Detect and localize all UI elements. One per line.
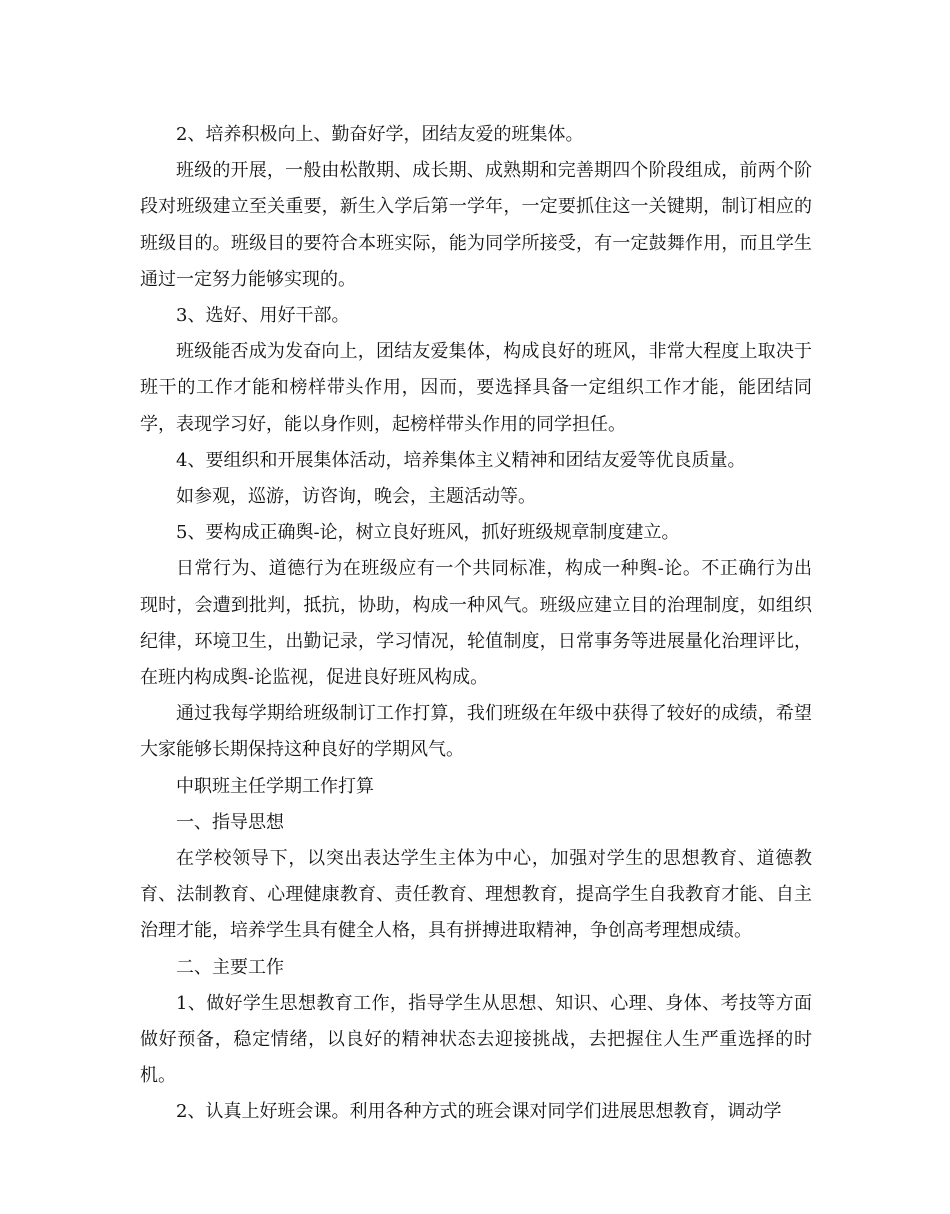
section-title: 中职班主任学期工作打算: [176, 775, 374, 797]
body-paragraph: 班级的开展，一般由松散期、成长期、成熟期和完善期四个阶段组成，前两个阶段对班级建立至关重要，新生入学后第一学年，一定要抓住这一关键期，制订相应的班级目的。班级目的要符合本班实际，能为同学所接受，有一定鼓舞作用，而且学生通过一定努力能够实现的。: [140, 160, 812, 290]
body-paragraph: 在学校领导下，以突出表达学生主体为中心，加强对学生的思想教育、道德教育、法制教育、心理健康教育、责任教育、理想教育，提高学生自我教育才能、自主治理才能，培养学生具有健全人格，具有拼搏进取精神，争创高考理想成绩。: [140, 848, 812, 942]
document-body: [140, 117, 812, 1131]
list-item-1: 1、做好学生思想教育工作，指导学生从思想、知识、心理、身体、考技等方面做好预备，稳定情绪，以良好的精神状态去迎接挑战，去把握住人生严重选择的时机。: [140, 992, 812, 1087]
section-heading: 二、主要工作: [176, 956, 284, 978]
list-item-2: 2、认真上好班会课。利用各种方式的班会课对同学们进展思想教育，调动学: [176, 1101, 782, 1123]
body-paragraph: 班级能否成为发奋向上，团结友爱集体，构成良好的班风，非常大程度上取决于班干的工作才能和榜样带头作用，因而，要选择具备一定组织工作才能，能团结同学，表现学习好，能以身作则，起榜样带头作用的同学担任。: [140, 341, 812, 435]
body-paragraph: 如参观，巡游，访咨询，晚会，主题活动等。: [176, 486, 536, 508]
list-item-2: 2、培养积极向上、勤奋好学，团结友爱的班集体。: [176, 124, 584, 145]
body-paragraph: 通过我每学期给班级制订工作打算，我们班级在年级中获得了较好的成绩，希望大家能够长期保持这种良好的学期风气。: [140, 703, 812, 761]
body-paragraph: 日常行为、道德行为在班级应有一个共同标准，构成一种舆-论。不正确行为出现时，会遭到批判，抵抗，协助，构成一种风气。班级应建立目的治理制度，如组织纪律，环境卫生，出勤记录，学习情况，轮值制度，日常事务等进展量化治理评比，在班内构成舆-论监视，促进良好班风构成。: [140, 558, 812, 689]
list-item-3: 3、选好、用好干部。: [176, 305, 350, 327]
list-item-4: 4、要组织和开展集体活动，培养集体主义精神和团结友爱等优良质量。: [176, 449, 746, 471]
list-item-5: 5、要构成正确舆-论，树立良好班风，抓好班级规章制度建立。: [176, 522, 680, 544]
section-heading: 一、指导思想: [176, 811, 284, 833]
